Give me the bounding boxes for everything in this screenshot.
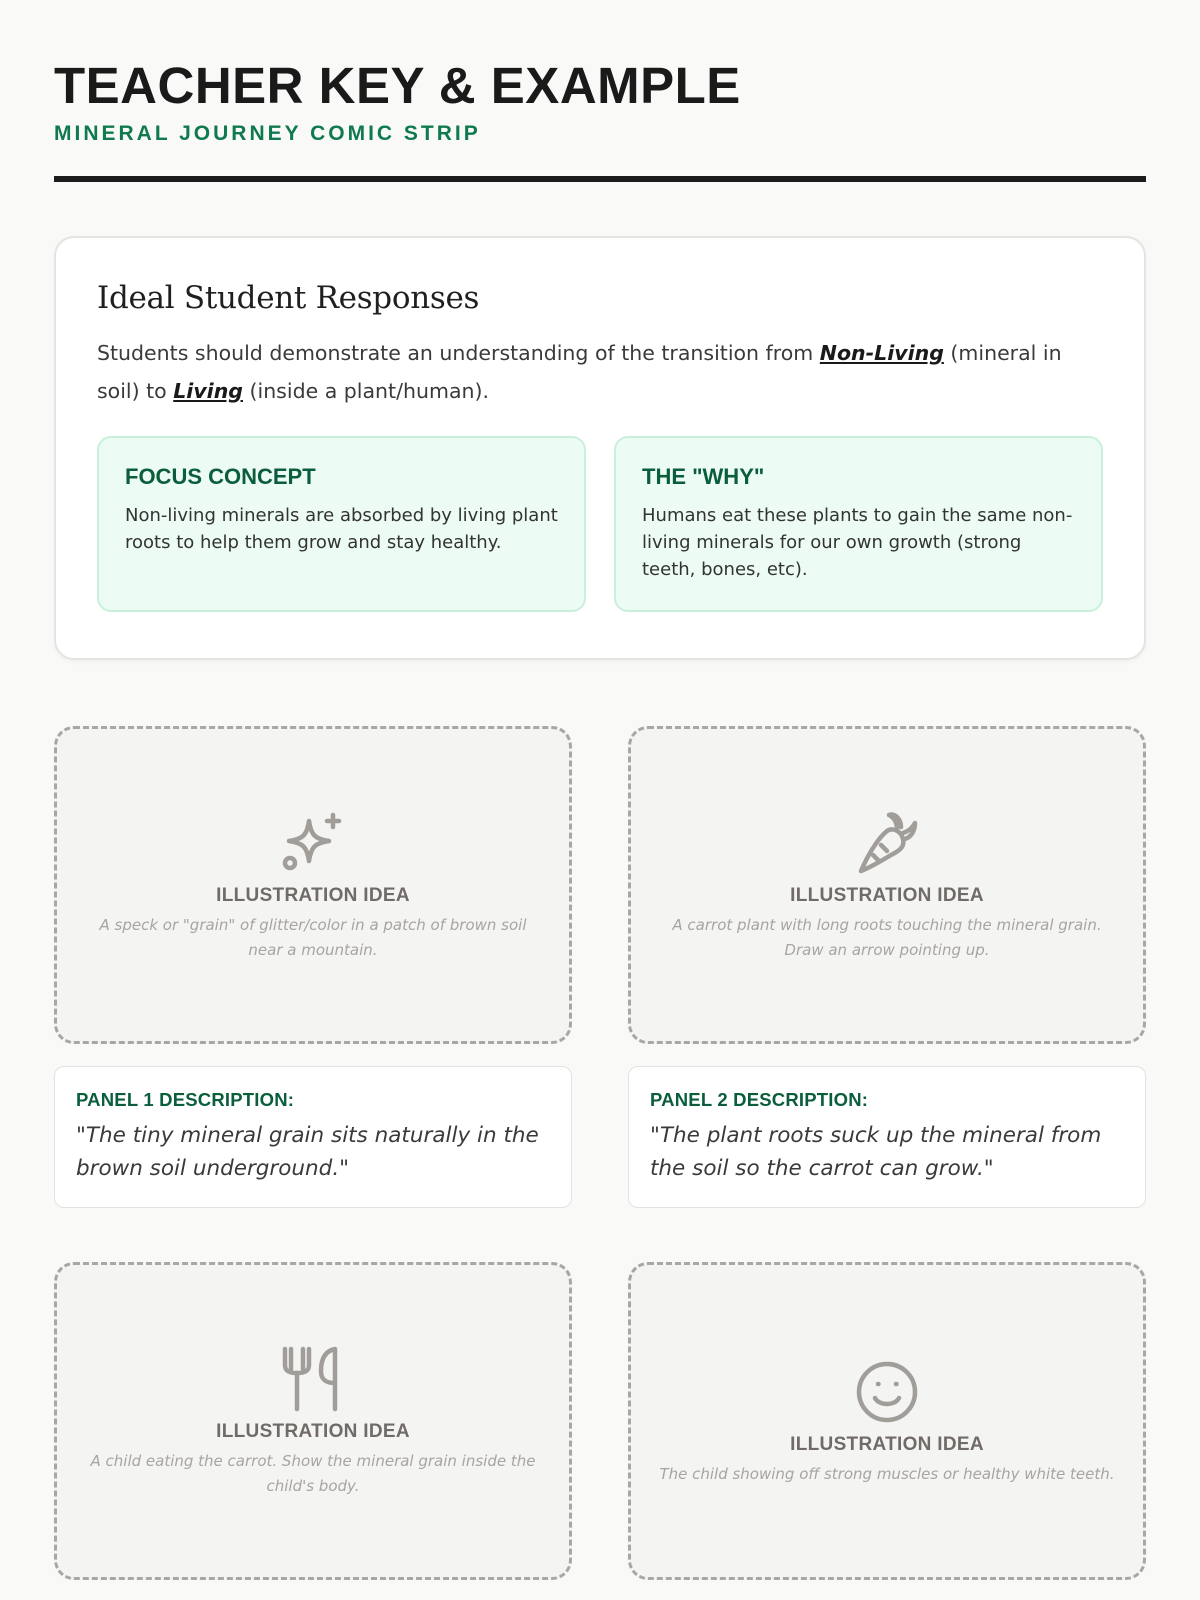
- panel-description-card: [54, 1066, 572, 1208]
- page-subtitle: MINERAL JOURNEY COMIC STRIP: [54, 122, 481, 145]
- illustration-placeholder: [628, 726, 1146, 1044]
- panel-3: [54, 1262, 572, 1580]
- panel-4: [628, 1262, 1146, 1580]
- panel-description-card: [628, 1066, 1146, 1208]
- illustration-label: ILLUSTRATION IDEA: [216, 885, 410, 906]
- header-divider: [54, 176, 1146, 182]
- term-non-living: Non-Living: [819, 341, 944, 365]
- carrot-icon: [851, 807, 923, 879]
- illustration-placeholder: [54, 1262, 572, 1580]
- sparkles-icon: [277, 807, 349, 879]
- illustration-description: A carrot plant with long roots touching the mineral grain. Draw an arrow pointing up.: [672, 916, 1102, 959]
- illustration-placeholder: [628, 1262, 1146, 1580]
- illustration-description: A speck or "grain" of glitter/color in a patch of brown soil near a mountain.: [99, 916, 527, 959]
- comic-panels-grid: [54, 726, 1146, 1580]
- panel-description-text: "The tiny mineral grain sits naturally in the brown soil underground.": [76, 1123, 539, 1181]
- focus-concept-text: Non-living minerals are absorbed by living plant roots to help them grow and stay healthy.: [125, 505, 558, 553]
- ideal-responses-heading: Ideal Student Responses: [97, 280, 480, 316]
- focus-concept-box: [97, 436, 586, 612]
- ideal-responses-card: [54, 236, 1146, 660]
- intro-text-start: Students should demonstrate an understanding of the transition from: [97, 341, 820, 365]
- illustration-description: A child eating the carrot. Show the mineral grain inside the child's body.: [90, 1452, 536, 1495]
- concept-row: [97, 436, 1103, 612]
- page-header: [54, 0, 1146, 182]
- utensils-icon: [277, 1343, 349, 1415]
- why-text: Humans eat these plants to gain the same non-living minerals for our own growth (strong teeth, bones, etc).: [642, 505, 1073, 580]
- why-title: THE "WHY": [642, 464, 765, 489]
- panel-2: [628, 726, 1146, 1208]
- term-living: Living: [173, 379, 243, 403]
- why-box: [614, 436, 1103, 612]
- page-title: TEACHER KEY & EXAMPLE: [54, 57, 741, 114]
- illustration-description: The child showing off strong muscles or healthy white teeth.: [659, 1464, 1115, 1483]
- ideal-responses-intro: [97, 334, 1103, 410]
- illustration-label: ILLUSTRATION IDEA: [790, 1433, 984, 1455]
- panel-description-label: PANEL 1 DESCRIPTION:: [76, 1089, 295, 1110]
- illustration-label: ILLUSTRATION IDEA: [216, 1421, 410, 1442]
- panel-description-label: PANEL 2 DESCRIPTION:: [650, 1089, 869, 1110]
- smile-icon: [851, 1356, 923, 1428]
- illustration-placeholder: [54, 726, 572, 1044]
- panel-description-text: "The plant roots suck up the mineral from the soil so the carrot can grow.": [650, 1123, 1102, 1181]
- intro-text-end: (inside a plant/human).: [242, 379, 490, 403]
- intro-text-middle: (mineral in soil) to: [97, 341, 1062, 403]
- focus-concept-title: FOCUS CONCEPT: [125, 464, 316, 489]
- panel-1: [54, 726, 572, 1208]
- illustration-label: ILLUSTRATION IDEA: [790, 885, 984, 906]
